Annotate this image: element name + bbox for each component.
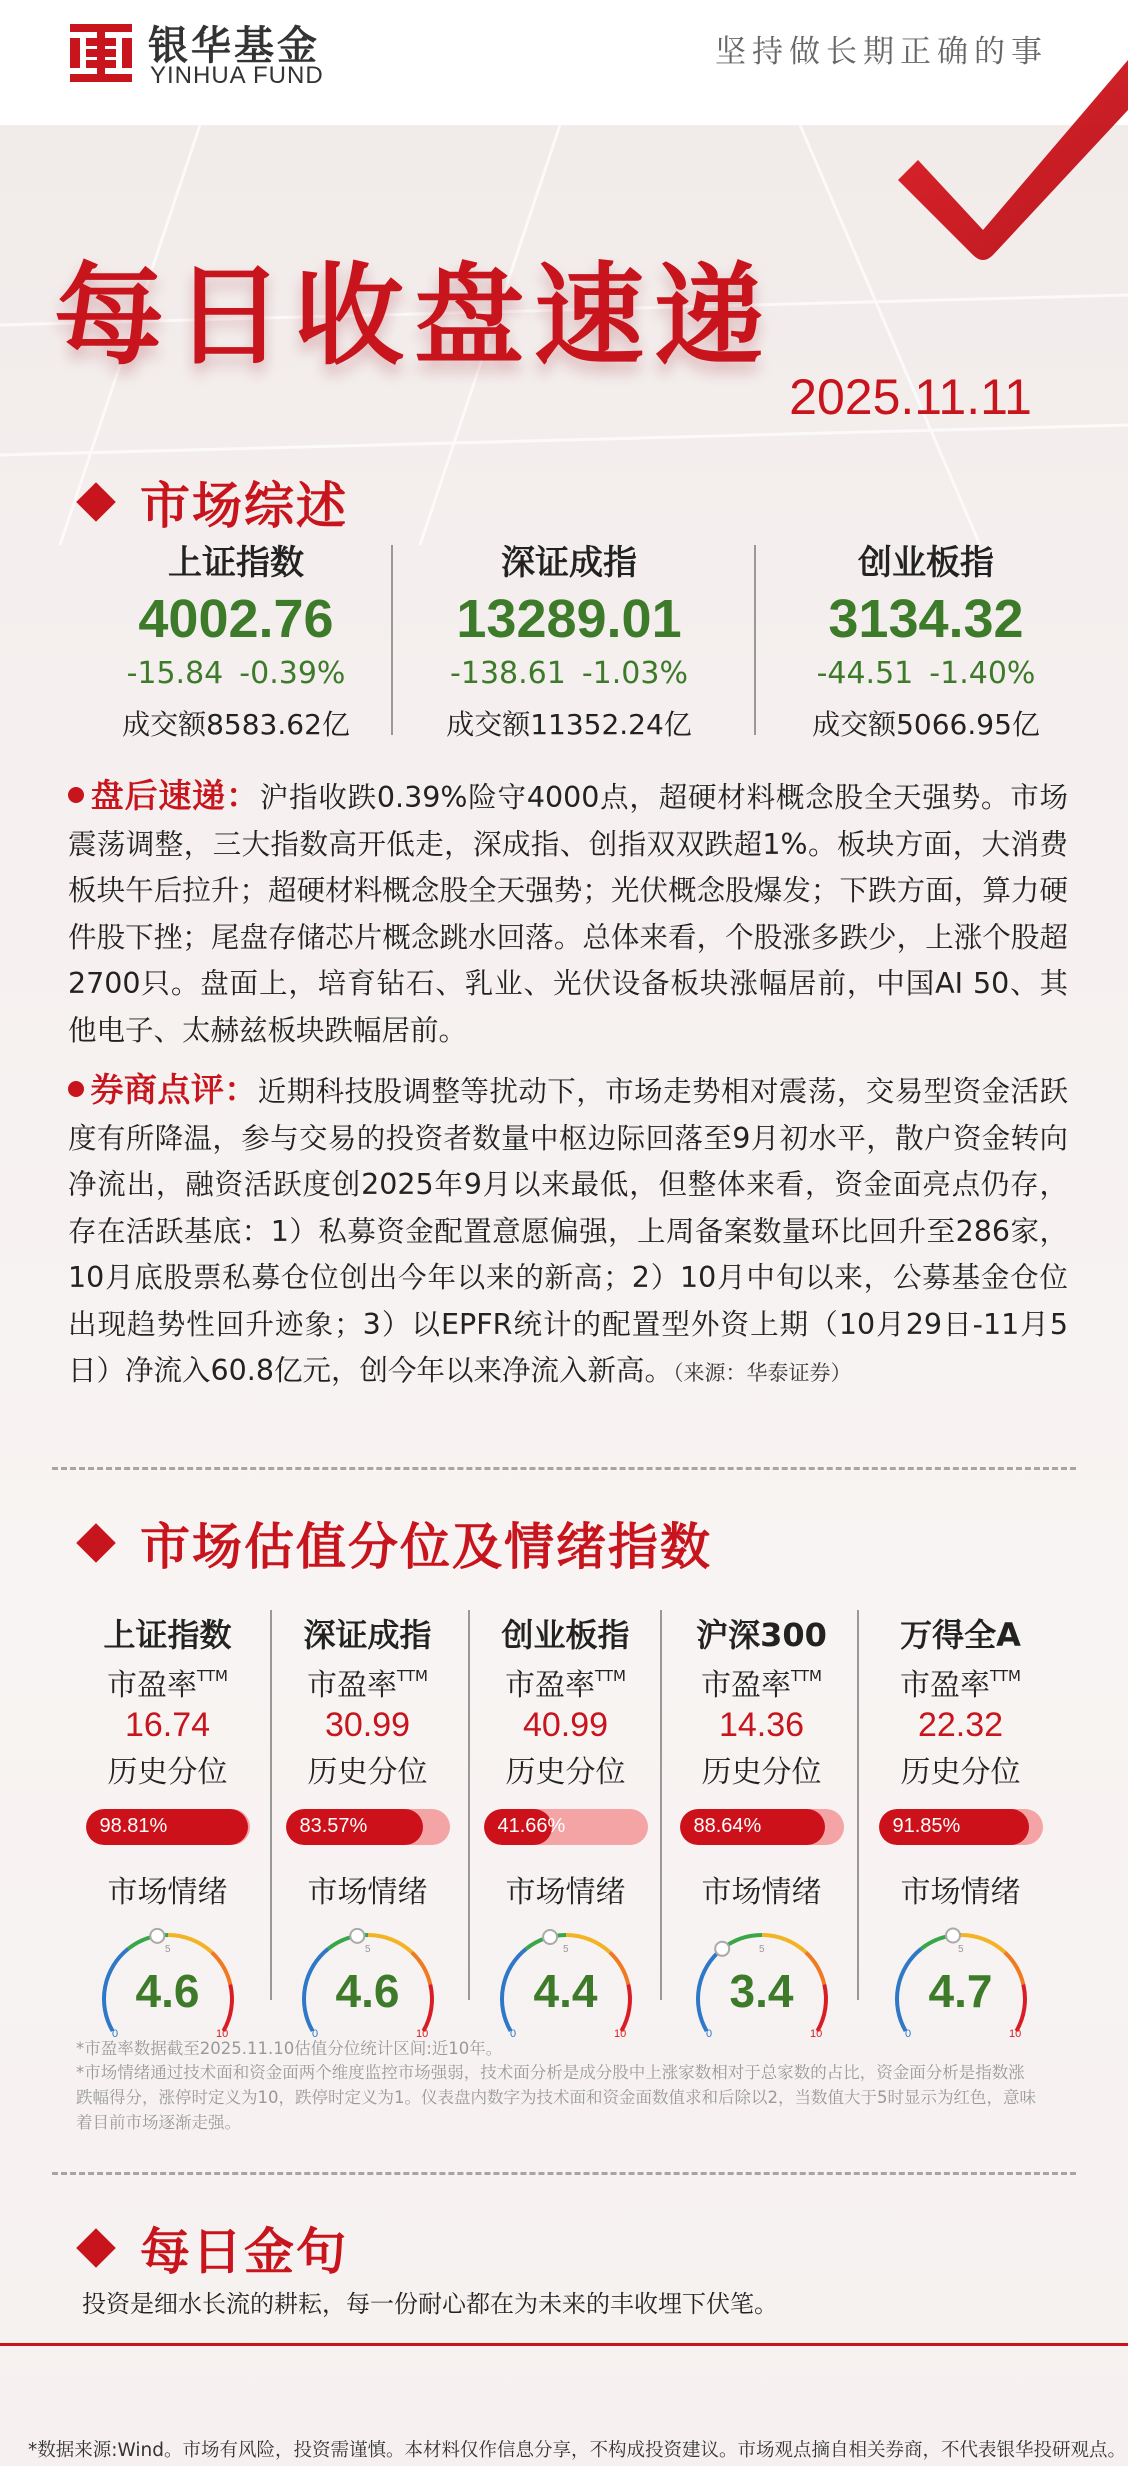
index-name: 深证成指 bbox=[501, 543, 637, 583]
dashed-divider bbox=[52, 1467, 1076, 1470]
pe-label-text: 市盈率 bbox=[899, 1668, 990, 1703]
index-card bbox=[746, 535, 1106, 743]
brand-name-en: YINHUA FUND bbox=[150, 62, 324, 89]
checkmark-icon bbox=[888, 40, 1128, 260]
brand-name-cn: 银华基金 bbox=[148, 23, 320, 69]
valuation-index-name: 万得全A bbox=[900, 1616, 1021, 1654]
valuation-index-name: 创业板指 bbox=[501, 1616, 630, 1654]
gauge-mid-label: 5 bbox=[164, 1944, 171, 1955]
index-change-pct: -0.39% bbox=[239, 656, 346, 691]
sentiment-gauge bbox=[682, 1919, 842, 2039]
sentiment-note: *市场情绪通过技术面和资金面两个维度监控市场强弱，技术面分析是成分股中上涨家数相对于总家数的占比，资金面分析是指数涨跌幅得分，涨停时定义为10，跌停时定义为1。仪表盘内数字为技术面和资金面数值求和后除以2，当数值大于5时显示为红色，意味着目前市场逐渐走强。 bbox=[76, 2063, 1036, 2132]
broker-comment-lead: 券商点评： bbox=[90, 1070, 258, 1109]
gauge-mid-label: 5 bbox=[364, 1944, 371, 1955]
pe-label bbox=[662, 1660, 861, 1704]
section-header-valuation bbox=[82, 1507, 712, 1579]
gauge-min-label: 0 bbox=[705, 2028, 712, 2039]
diamond-bullet-icon bbox=[76, 482, 116, 522]
pe-label-text: 市盈率 bbox=[700, 1668, 791, 1703]
pe-label bbox=[861, 1660, 1060, 1704]
broker-comment-text: 近期科技股调整等扰动下，市场走势相对震荡，交易型资金活跃度有所降温，参与交易的投资者数量中枢边际回落至9月初水平，散户资金转向净流出，融资活跃度创2025年9月以来最低，但整体来看，资金面亮点仍存，存在活跃基底：1）私募资金配置意愿偏强，上周备案数量环比回升至286家，10月底股票私募仓位创出今年以来的新高；2）10月中旬以来，公募基金仓位出现趋势性回升迹象；3）以EPFR统计的配置型外资上期（10月29日-11月5日）净流入60.8亿元，创今年以来净流入新高。 bbox=[68, 1075, 1068, 1387]
valuation-card bbox=[662, 1610, 861, 2039]
section-header-daily-quote bbox=[82, 2212, 348, 2284]
percentile-bar bbox=[86, 1809, 250, 1845]
sentiment-value: 4.6 bbox=[135, 1965, 200, 2017]
index-change-points: -138.61 bbox=[450, 656, 566, 691]
gauge-max-label: 10 bbox=[1008, 2028, 1021, 2039]
pe-value: 16.74 bbox=[124, 1706, 211, 1744]
percentile-value: 98.81% bbox=[99, 1815, 168, 1837]
dashed-divider bbox=[52, 2172, 1076, 2175]
gauge-max-label: 10 bbox=[215, 2028, 228, 2039]
column-divider bbox=[391, 545, 393, 735]
column-divider bbox=[857, 1610, 859, 2000]
percentile-value: 91.85% bbox=[892, 1815, 961, 1837]
percentile-bar bbox=[680, 1809, 844, 1845]
broker-comment bbox=[68, 1067, 1068, 1397]
index-volume: 成交额5066.95亿 bbox=[812, 708, 1040, 741]
index-change bbox=[56, 656, 416, 691]
index-name: 创业板指 bbox=[858, 543, 994, 583]
pe-value: 14.36 bbox=[718, 1706, 805, 1744]
pe-label-text: 市盈率 bbox=[504, 1668, 595, 1703]
red-divider-line bbox=[0, 2343, 1128, 2346]
sentiment-value: 4.4 bbox=[533, 1965, 598, 2017]
gauge-mid-label: 5 bbox=[758, 1944, 765, 1955]
index-value: 13289.01 bbox=[456, 589, 682, 649]
percentile-bar bbox=[484, 1809, 648, 1845]
valuation-card bbox=[68, 1610, 267, 2039]
red-dot-bullet-icon bbox=[68, 1081, 84, 1097]
index-value: 3134.32 bbox=[828, 589, 1024, 649]
column-divider bbox=[660, 1610, 662, 2000]
pe-label-sup: TTM bbox=[594, 1667, 626, 1685]
index-card bbox=[389, 535, 749, 743]
gauge-max-label: 10 bbox=[613, 2028, 626, 2039]
sentiment-value: 4.7 bbox=[928, 1965, 993, 2017]
pe-label bbox=[268, 1660, 467, 1704]
index-change-pct: -1.03% bbox=[581, 656, 688, 691]
index-value: 4002.76 bbox=[138, 589, 334, 649]
gauge-min-label: 0 bbox=[111, 2028, 118, 2039]
column-divider bbox=[270, 1610, 272, 2000]
sentiment-label: 市场情绪 bbox=[900, 1875, 1021, 1910]
pe-label bbox=[68, 1660, 267, 1704]
history-percentile-label: 历史分位 bbox=[701, 1755, 822, 1790]
sentiment-label: 市场情绪 bbox=[307, 1875, 428, 1910]
daily-quote-text: 投资是细水长流的耕耘，每一份耐心都在为未来的丰收埋下伏笔。 bbox=[82, 2290, 778, 2318]
pe-value: 22.32 bbox=[917, 1706, 1004, 1744]
footer-disclaimer: *数据来源:Wind。市场有风险，投资需谨慎。本材料仅作信息分享，不构成投资建议。市场观点摘自相关券商，不代表银华投研观点。 bbox=[28, 2440, 1126, 2461]
history-percentile-label: 历史分位 bbox=[900, 1755, 1021, 1790]
history-percentile-label: 历史分位 bbox=[307, 1755, 428, 1790]
sentiment-value: 4.6 bbox=[335, 1965, 400, 2017]
diamond-bullet-icon bbox=[76, 2228, 116, 2268]
pe-label-sup: TTM bbox=[989, 1667, 1021, 1685]
section-title: 市场估值分位及情绪指数 bbox=[140, 1518, 712, 1576]
report-date: 2025.11.11 bbox=[789, 369, 1032, 425]
valuation-index-name: 沪深300 bbox=[696, 1616, 827, 1654]
index-name: 上证指数 bbox=[168, 543, 304, 583]
index-volume: 成交额8583.62亿 bbox=[122, 708, 350, 741]
percentile-value: 88.64% bbox=[693, 1815, 762, 1837]
pe-label-sup: TTM bbox=[396, 1667, 428, 1685]
column-divider bbox=[754, 545, 756, 735]
yinhua-logo-icon bbox=[66, 18, 136, 88]
valuation-index-name: 上证指数 bbox=[103, 1616, 232, 1654]
sentiment-label: 市场情绪 bbox=[505, 1875, 626, 1910]
after-market-lead: 盘后速递： bbox=[90, 776, 260, 815]
percentile-value: 83.57% bbox=[299, 1815, 368, 1837]
after-market-text: 沪指收跌0.39%险守4000点，超硬材料概念股全天强势。市场震荡调整，三大指数高开低走，深成指、创指双双跌超1%。板块方面，大消费板块午后拉升；超硬材料概念股全天强势；光伏概念股爆发；下跌方面，算力硬件股下挫；尾盘存储芯片概念跳水回落。总体来看，个股涨多跌少，上涨个股超2700只。盘面上，培育钻石、乳业、光伏设备板块涨幅居前，中国AI 50、其他电子、太赫兹板块跌幅居前。 bbox=[68, 781, 1068, 1047]
gauge-min-label: 0 bbox=[509, 2028, 516, 2039]
history-percentile-label: 历史分位 bbox=[505, 1755, 626, 1790]
valuation-grid bbox=[68, 1610, 1064, 2039]
page-title: 每日收盘速递 bbox=[54, 252, 774, 380]
index-summary-row bbox=[0, 535, 1128, 741]
pe-label-text: 市盈率 bbox=[306, 1668, 397, 1703]
section-header-market-overview bbox=[82, 466, 348, 538]
valuation-card bbox=[268, 1610, 467, 2039]
valuation-note: *市盈率数据截至2025.11.10估值分位统计区间:近10年。 bbox=[76, 2039, 503, 2058]
index-change bbox=[746, 656, 1106, 691]
percentile-value: 41.66% bbox=[497, 1815, 566, 1837]
gauge-min-label: 0 bbox=[311, 2028, 318, 2039]
gauge-max-label: 10 bbox=[809, 2028, 822, 2039]
column-divider bbox=[468, 1610, 470, 2000]
index-change bbox=[389, 656, 749, 691]
sentiment-gauge bbox=[881, 1919, 1041, 2039]
valuation-card bbox=[861, 1610, 1060, 2039]
pe-label bbox=[466, 1660, 665, 1704]
index-volume: 成交额11352.24亿 bbox=[446, 708, 692, 741]
percentile-bar bbox=[286, 1809, 450, 1845]
valuation-index-name: 深证成指 bbox=[303, 1616, 432, 1654]
diamond-bullet-icon bbox=[76, 1523, 116, 1563]
gauge-min-label: 0 bbox=[904, 2028, 911, 2039]
pe-value: 40.99 bbox=[522, 1706, 609, 1744]
sentiment-gauge bbox=[288, 1919, 448, 2039]
pe-label-text: 市盈率 bbox=[106, 1668, 197, 1703]
red-dot-bullet-icon bbox=[68, 787, 84, 803]
broker-comment-source: （来源：华泰证券） bbox=[672, 1361, 852, 1385]
index-change-points: -44.51 bbox=[816, 656, 914, 691]
gauge-mid-label: 5 bbox=[957, 1944, 964, 1955]
pe-label-sup: TTM bbox=[790, 1667, 822, 1685]
section-title: 市场综述 bbox=[140, 477, 348, 535]
gauge-max-label: 10 bbox=[415, 2028, 428, 2039]
sentiment-value: 3.4 bbox=[729, 1965, 794, 2017]
sentiment-gauge bbox=[486, 1919, 646, 2039]
index-change-pct: -1.40% bbox=[929, 656, 1036, 691]
section-title: 每日金句 bbox=[140, 2223, 348, 2281]
after-market-summary bbox=[68, 773, 1068, 1054]
valuation-card bbox=[466, 1610, 665, 2039]
history-percentile-label: 历史分位 bbox=[107, 1755, 228, 1790]
pe-value: 30.99 bbox=[324, 1706, 411, 1744]
index-change-points: -15.84 bbox=[126, 656, 224, 691]
index-card bbox=[56, 535, 416, 743]
gauge-mid-label: 5 bbox=[562, 1944, 569, 1955]
sentiment-gauge bbox=[88, 1919, 248, 2039]
pe-label-sup: TTM bbox=[196, 1667, 228, 1685]
sentiment-label: 市场情绪 bbox=[107, 1875, 228, 1910]
sentiment-label: 市场情绪 bbox=[701, 1875, 822, 1910]
percentile-bar bbox=[879, 1809, 1043, 1845]
slogan: 坚持做长期正确的事 bbox=[715, 34, 1048, 70]
